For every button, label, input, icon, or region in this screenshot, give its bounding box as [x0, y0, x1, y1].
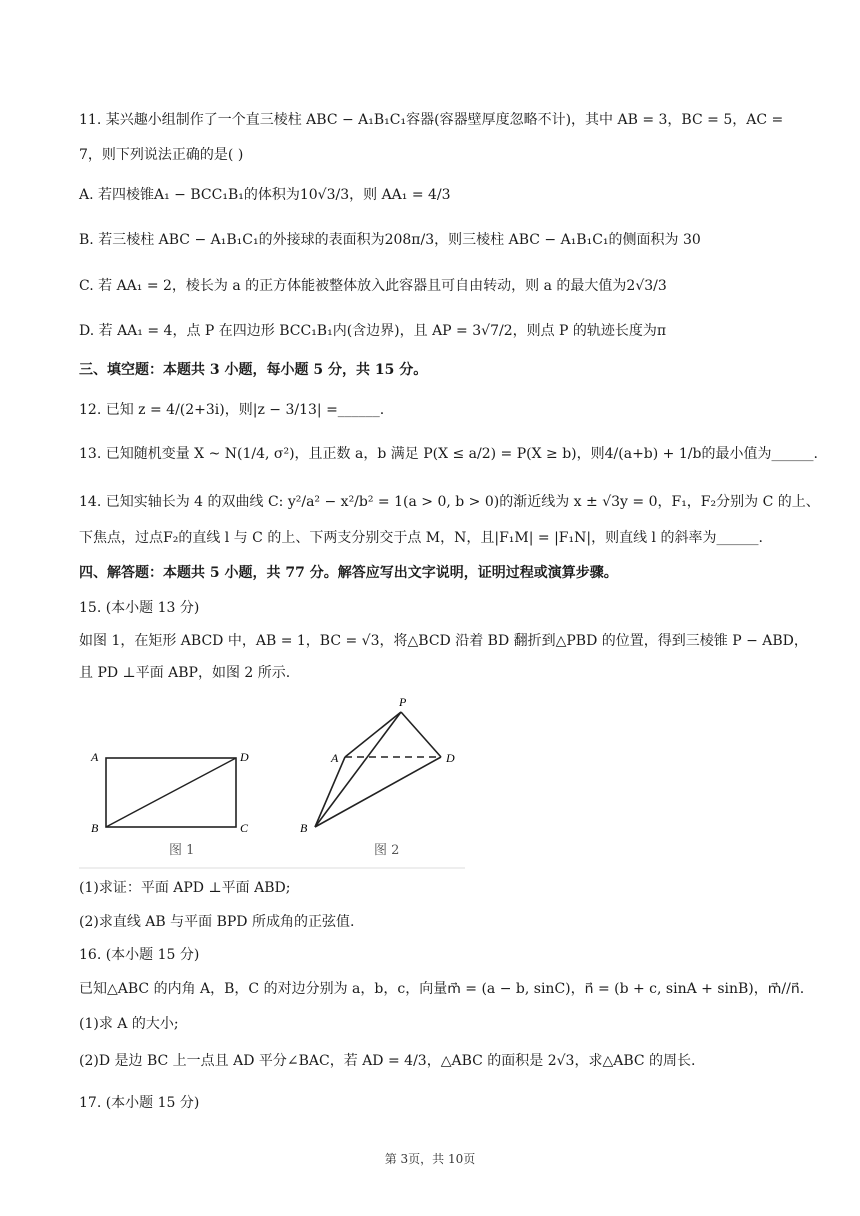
question-15-part1: (1)求证：平面 APD ⊥平面 ABD;	[79, 880, 291, 896]
question-11-stem-line1: 11. 某兴趣小组制作了一个直三棱柱 ABC − A₁B₁C₁容器(容器壁厚度忽略不计)，其中 AB = 3，BC = 5，AC =	[79, 112, 784, 128]
question-11-stem-line2: 7，则下列说法正确的是( )	[79, 147, 244, 163]
question-16-stem: 已知△ABC 的内角 A，B，C 的对边分别为 a，b，c，向量m⃗ = (a − b, sinC)，n⃗ = (b + c, sinA + sinB)，m⃗//n⃗.	[79, 981, 805, 997]
section-fill-in-heading: 三、填空题：本题共 3 小题，每小题 5 分，共 15 分。	[79, 362, 428, 378]
question-15-header: 15. (本小题 13 分)	[79, 600, 200, 616]
fig1-label-b: B	[91, 821, 99, 835]
question-17-header: 17. (本小题 15 分)	[79, 1095, 200, 1111]
fig2-label-p: P	[399, 695, 407, 709]
figure-1-caption: 图 1	[169, 843, 195, 858]
question-16-part2: (2)D 是边 BC 上一点且 AD 平分∠BAC，若 AD = 4/3，△ABC 的面积是 2√3，求△ABC 的周长.	[79, 1053, 696, 1069]
figure-2-pyramid	[300, 695, 455, 858]
fig2-label-a: A	[331, 751, 339, 765]
question-15-stem-line1: 如图 1，在矩形 ABCD 中，AB = 1，BC = √3，将△BCD 沿着 BD 翻折到△PBD 的位置，得到三棱锥 P − ABD，	[79, 633, 808, 649]
page-footer: 第 3页，共 10页	[384, 1152, 476, 1166]
fig2-label-d: D	[446, 751, 455, 765]
question-14-line1: 14. 已知实轴长为 4 的双曲线 C: y²/a² − x²/b² = 1(a > 0, b > 0)的渐近线为 x ± √3y = 0，F₁，F₂分别为 C 的上、	[79, 494, 820, 510]
question-15-part2: (2)求直线 AB 与平面 BPD 所成角的正弦值.	[79, 914, 355, 930]
question-12: 12. 已知 z = 4/(2+3i)，则|z − 3/13| =______.	[79, 402, 385, 418]
question-16-header: 16. (本小题 15 分)	[79, 947, 200, 963]
fig1-label-a: A	[91, 750, 99, 764]
option-a: A. 若四棱锥A₁ − BCC₁B₁的体积为10√3/3，则 AA₁ = 4/3	[79, 187, 451, 203]
option-b: B. 若三棱柱 ABC − A₁B₁C₁的外接球的表面积为208π/3，则三棱柱 ABC − A₁B₁C₁的侧面积为 30	[79, 232, 701, 248]
geometry-figure	[79, 686, 471, 870]
question-15-stem-line2: 且 PD ⊥平面 ABP，如图 2 所示.	[79, 665, 291, 681]
question-16-part1: (1)求 A 的大小;	[79, 1016, 179, 1032]
question-14-line2: 下焦点，过点F₂的直线 l 与 C 的上、下两支分别交于点 M，N，且|F₁M| = |F₁N|，则直线 l 的斜率为______.	[79, 530, 763, 546]
fig1-label-d: D	[240, 750, 249, 764]
figure-1-rectangle	[90, 750, 249, 858]
figure-2-caption: 图 2	[374, 843, 400, 858]
question-13: 13. 已知随机变量 X ~ N(1/4, σ²)，且正数 a，b 满足 P(X ≤ a/2) = P(X ≥ b)，则4/(a+b) + 1/b的最小值为______.	[79, 446, 818, 462]
option-d: D. 若 AA₁ = 4，点 P 在四边形 BCC₁B₁内(含边界)，且 AP = 3√7/2，则点 P 的轨迹长度为π	[79, 323, 667, 339]
option-c: C. 若 AA₁ = 2，棱长为 a 的正方体能被整体放入此容器且可自由转动，则 a 的最大值为2√3/3	[79, 278, 667, 294]
section-solutions-heading: 四、解答题：本题共 5 小题，共 77 分。解答应写出文字说明，证明过程或演算步骤。	[79, 565, 618, 581]
fig1-label-c: C	[240, 821, 249, 835]
fig2-label-b: B	[300, 821, 308, 835]
